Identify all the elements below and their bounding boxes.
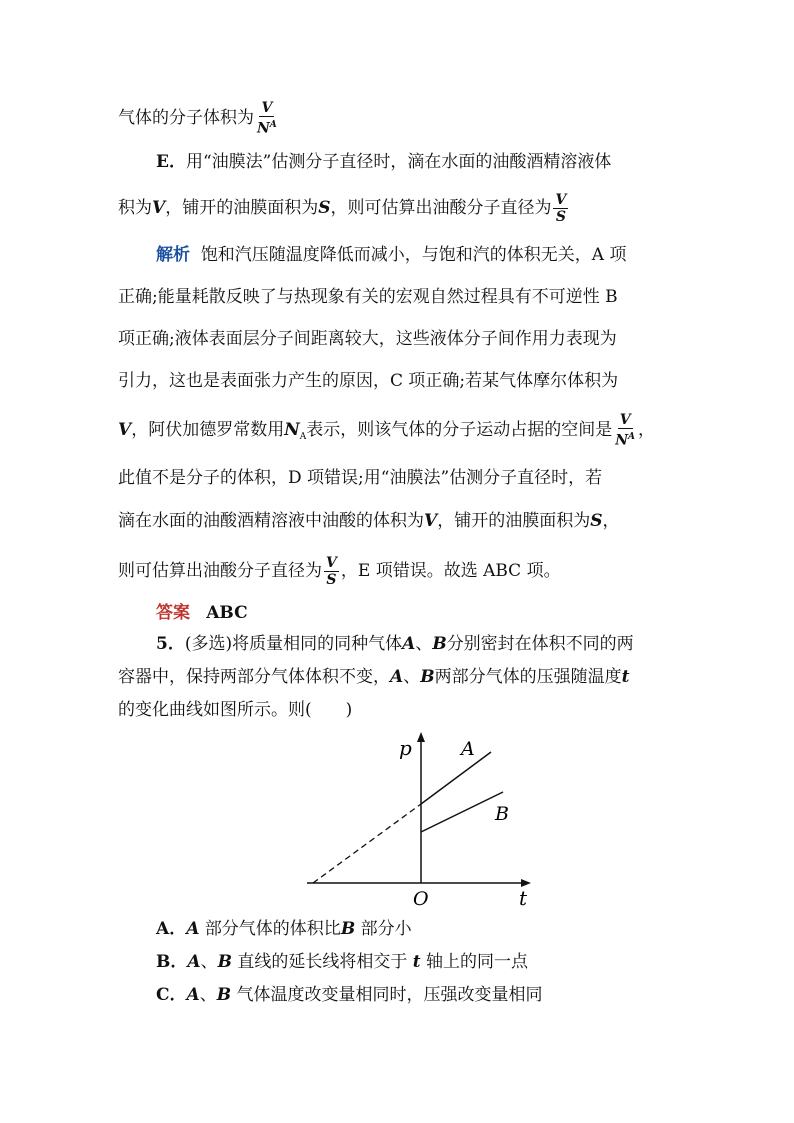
- var-b: B: [216, 985, 232, 1005]
- var-s: S: [590, 511, 603, 531]
- superscript: A: [269, 120, 277, 130]
- numerator: V: [261, 100, 273, 116]
- var-n: N: [284, 419, 300, 440]
- text: 直线的延长线将相交于: [237, 952, 408, 972]
- analysis-line7: [118, 509, 619, 533]
- fraction-v-over-s: [324, 555, 339, 588]
- x-axis-label: t: [519, 886, 528, 910]
- text: 此值不是分子的体积，D 项错误;用“油膜法”估测分子直径时，若: [118, 468, 603, 488]
- option-a-label: A．: [156, 919, 187, 939]
- option-c-label: C．: [156, 985, 187, 1005]
- var-a: A: [186, 985, 200, 1005]
- var-a: A: [402, 634, 416, 654]
- text: ，阿伏加德罗常数用: [131, 419, 285, 440]
- origin-label: O: [413, 888, 429, 910]
- numerator: V: [555, 192, 567, 208]
- text: ，则可估算出油酸分子直径为: [330, 198, 552, 218]
- analysis-label: 解析: [156, 245, 190, 265]
- prev-option-d-tail: [118, 100, 280, 137]
- analysis-line2: [118, 285, 618, 309]
- text: 积为: [118, 198, 152, 218]
- numerator: V: [619, 412, 631, 428]
- text: ，: [638, 419, 656, 440]
- fraction-v-over-na: [256, 100, 278, 137]
- var-a: A: [187, 952, 201, 972]
- y-axis-arrow: [417, 732, 425, 742]
- text: 、: [415, 634, 433, 654]
- text: 、: [403, 667, 421, 687]
- text: 滴在水面的油酸酒精溶液中油酸的体积为: [118, 511, 424, 531]
- numerator: V: [326, 555, 337, 571]
- text: 用“油膜法”估测分子直径时，滴在水面的油酸酒精溶液体: [185, 152, 612, 172]
- var-v: V: [118, 419, 132, 440]
- text: ，: [602, 511, 620, 531]
- text: 饱和汽压随温度降低而减小，与饱和汽的体积无关，A 项: [200, 245, 627, 265]
- analysis-line6: [118, 466, 602, 490]
- analysis-line8: [118, 555, 561, 588]
- option-a: [156, 917, 412, 941]
- option-b: [156, 950, 528, 974]
- denominator: N: [615, 432, 629, 449]
- line-a: [421, 752, 491, 804]
- option-e-line2: [118, 192, 570, 225]
- text: ，铺开的油膜面积为: [165, 198, 319, 218]
- answer-label: 答案: [156, 603, 190, 623]
- question-line2: [118, 665, 629, 689]
- pressure-temperature-graph: [295, 725, 555, 910]
- analysis-line1: [156, 243, 627, 267]
- var-a: A: [390, 667, 404, 687]
- option-e-label: E．: [156, 152, 186, 172]
- var-v: V: [424, 511, 438, 531]
- analysis-line4: [118, 369, 618, 393]
- question-line1: [156, 632, 634, 656]
- denominator: S: [326, 572, 337, 588]
- text: 引力，这也是表面张力产生的原因，C 项正确;若某气体摩尔体积为: [118, 371, 619, 391]
- var-b: B: [340, 919, 356, 939]
- analysis-line5: [118, 412, 655, 449]
- option-e-line1: [156, 150, 611, 174]
- text: 部分气体的体积比: [204, 919, 341, 939]
- text: 容器中，保持两部分气体体积不变，: [118, 667, 390, 687]
- var-a: A: [186, 919, 200, 939]
- var-t: t: [621, 667, 630, 687]
- superscript: A: [628, 432, 636, 442]
- text: 、: [200, 952, 218, 972]
- text: 两部分气体的压强随温度: [434, 667, 622, 687]
- fraction-v-over-na: [614, 412, 636, 449]
- analysis-line3: [118, 327, 617, 351]
- line-a-label: A: [461, 738, 475, 760]
- answer-line: [156, 601, 248, 625]
- text: 表示，则该气体的分子运动占据的空间是: [306, 419, 613, 440]
- fraction-v-over-s: [553, 192, 568, 225]
- text: 、: [199, 985, 217, 1005]
- text: (多选)将质量相同的同种气体: [184, 634, 403, 654]
- dashed-extension-line: [313, 804, 421, 883]
- text: 气体温度改变量相同时，压强改变量相同: [236, 985, 543, 1005]
- var-b: B: [420, 667, 435, 687]
- var-s: S: [318, 198, 331, 218]
- text: 部分小: [360, 919, 412, 939]
- line-b: [421, 792, 503, 832]
- var-b: B: [432, 634, 447, 654]
- text: 的变化曲线如图所示。则( ): [118, 700, 353, 720]
- var-v: V: [152, 198, 166, 218]
- var-b: B: [217, 952, 232, 972]
- text: 正确;能量耗散反映了与热现象有关的宏观自然过程具有不可逆性 B: [118, 287, 618, 307]
- answer-value: ABC: [206, 603, 248, 623]
- var-t: t: [412, 952, 421, 972]
- text: 分别密封在体积不同的两: [446, 634, 634, 654]
- text: 项正确;液体表面层分子间距离较大，这些液体分子间作用力表现为: [118, 329, 617, 349]
- text: ，铺开的油膜面积为: [437, 511, 591, 531]
- question-number: 5．: [156, 634, 185, 654]
- text: 气体的分子体积为: [118, 107, 254, 128]
- denominator: N: [257, 120, 270, 137]
- subscript: A: [299, 432, 307, 443]
- denominator: S: [555, 209, 566, 225]
- text: 轴上的同一点: [426, 952, 529, 972]
- line-b-label: B: [495, 803, 509, 825]
- y-axis-label: p: [399, 736, 412, 760]
- option-b-label: B．: [156, 952, 188, 972]
- text: ，E 项错误。故选 ABC 项。: [340, 561, 561, 581]
- question-line3: [118, 698, 352, 722]
- option-c: [156, 983, 543, 1007]
- text: 则可估算出油酸分子直径为: [118, 561, 322, 581]
